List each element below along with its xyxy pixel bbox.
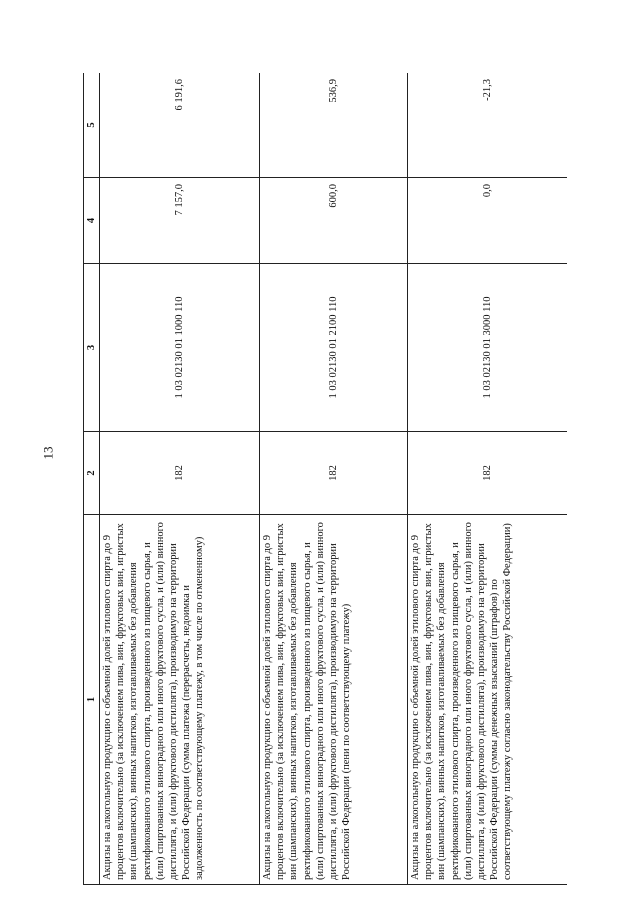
row-kbk-code: 1 03 02130 01 3000 110	[408, 264, 567, 432]
row-admin-code: 182	[260, 432, 408, 515]
revenue-table	[83, 73, 567, 885]
row-col5-value: 536,9	[260, 73, 408, 178]
page-number	[38, 438, 58, 468]
row-description: Акцизы на алкогольную продукцию с объемной долей этилового спирта до 9 процентов включительно (за исключением пива, вин, фруктовых вин, игристых вин (шампанских), винных напитков, изготавливаемых без добавления ректификованного этилового спирта, произведенного из пищевого сырья, и (или) спиртованных виноградного или иного фруктового сусла, и (или) винного дистиллята, и (или) фруктового дистиллята), производимую на территории Российской Федерации (суммы денежных взысканий (штрафов) по соответствующему платежу согласно законодательству Российской Федерации)	[408, 515, 567, 885]
row-description: Акцизы на алкогольную продукцию с объемной долей этилового спирта до 9 процентов включительно (за исключением пива, вин, фруктовых вин, игристых вин (шампанских), винных напитков, изготавливаемых без добавления ректификованного этилового спирта, произведенного из пищевого сырья, и (или) спиртованных виноградного или иного фруктового сусла, и (или) винного дистиллята, и (или) фруктового дистиллята), производимую на территории Российской Федерации (пени по соответствующему платежу)	[260, 515, 408, 885]
row-col5-value: -21,3	[408, 73, 567, 178]
header-col-2: 2	[84, 432, 100, 515]
table-header-row	[84, 73, 100, 885]
page-number-text: 13	[40, 446, 55, 460]
header-col-4: 4	[84, 178, 100, 264]
header-col-3: 3	[84, 264, 100, 432]
rotated-table-frame	[83, 73, 567, 885]
table-row	[100, 73, 260, 885]
row-col4-value: 600,0	[260, 178, 408, 264]
table-row	[260, 73, 408, 885]
row-col4-value: 7 157,0	[100, 178, 260, 264]
header-col-1: 1	[84, 515, 100, 885]
row-col5-value: 6 191,6	[100, 73, 260, 178]
row-admin-code: 182	[408, 432, 567, 515]
row-description: Акцизы на алкогольную продукцию с объемной долей этилового спирта до 9 процентов включительно (за исключением пива, вин, фруктовых вин, игристых вин (шампанских), винных напитков, изготавливаемых без добавления ректификованного этилового спирта, произведенного из пищевого сырья, и (или) спиртованных виноградного или иного фруктового сусла, и (или) винного дистиллята, и (или) фруктового дистиллята), производимую на территории Российской Федерации (сумма платежа (перерасчеты, недоимка и задолженность по соответствующему платежу, в том числе по отмененному)	[100, 515, 260, 885]
row-col4-value: 0,0	[408, 178, 567, 264]
document-table-container	[83, 73, 567, 885]
header-col-5: 5	[84, 73, 100, 178]
row-kbk-code: 1 03 02130 01 2100 110	[260, 264, 408, 432]
row-kbk-code: 1 03 02130 01 1000 110	[100, 264, 260, 432]
row-admin-code: 182	[100, 432, 260, 515]
table-row	[408, 73, 567, 885]
